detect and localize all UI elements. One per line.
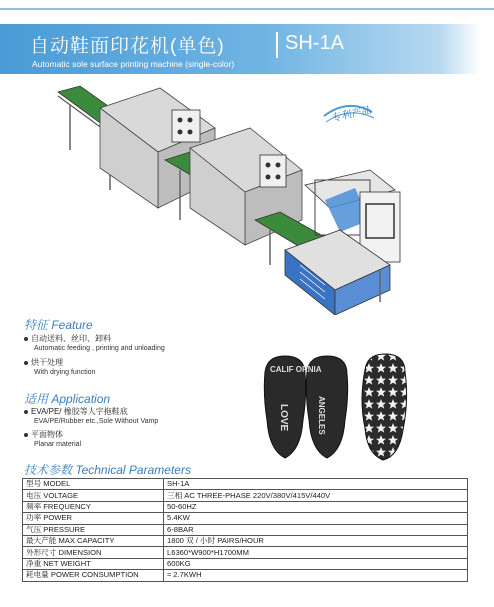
param-key: 最大产能 MAX CAPACITY <box>23 535 164 546</box>
sole-text-mid: LOVE <box>278 404 289 432</box>
table-row <box>23 570 468 581</box>
param-key: 功率 POWER <box>23 513 164 524</box>
application-item-1: EVA/PE/ 橡胶等人字拖鞋底 EVA/PE/Rubber etc.,Sole Without Vamp <box>24 407 158 427</box>
machine-illustration <box>40 80 450 315</box>
table-row <box>23 524 468 535</box>
params-title: 技术参数 Technical Parameters <box>24 463 191 477</box>
patent-badge-text: 专利产品 <box>331 105 373 125</box>
model-title: SH-1A <box>285 32 344 54</box>
sole-text-top: CALIF ORNIA <box>270 365 322 374</box>
param-value: ≈ 2.7KWH <box>164 570 468 581</box>
param-key: 型号 MODEL <box>23 479 164 490</box>
param-value: 三相 AC THREE-PHASE 220V/380V/415V/440V <box>164 490 468 501</box>
param-key: 电压 VOLTAGE <box>23 490 164 501</box>
param-value: 1800 双 / 小时 PAIRS/HOUR <box>164 535 468 546</box>
header-banner <box>0 24 440 74</box>
param-key: 耗电量 POWER CONSUMPTION <box>23 570 164 581</box>
sole-samples <box>255 350 435 465</box>
table-row <box>23 558 468 569</box>
table-row <box>23 535 468 546</box>
param-value: SH-1A <box>164 479 468 490</box>
subtitle-en: Automatic sole surface printing machine (single-color) <box>32 59 235 69</box>
feature-item-1: 自动送料、丝印、卸料 Automatic feeding , printing and unloading <box>24 334 165 354</box>
bullet-icon <box>24 433 28 437</box>
table-row <box>23 513 468 524</box>
param-value: 6-8BAR <box>164 524 468 535</box>
title-cn: 自动鞋面印花机(单色) <box>30 36 225 57</box>
bullet-icon <box>24 337 28 341</box>
param-value: 50-60HZ <box>164 501 468 512</box>
param-value: L6360*W900*H1700MM <box>164 547 468 558</box>
param-value: 5.4KW <box>164 513 468 524</box>
feature-title: 特征 Feature <box>24 318 93 332</box>
table-row <box>23 547 468 558</box>
table-row <box>23 501 468 512</box>
feature-item-2: 烘干处理 With drying function <box>24 358 95 378</box>
param-value: 600KG <box>164 558 468 569</box>
param-key: 外形尺寸 DIMENSION <box>23 547 164 558</box>
header-banner-fade <box>440 24 480 74</box>
spec-table <box>22 478 468 582</box>
application-title: 适用 Application <box>24 392 111 406</box>
table-row <box>23 479 468 490</box>
top-rule <box>0 8 494 10</box>
table-row <box>23 490 468 501</box>
application-item-2: 平面物体 Planar material <box>24 430 81 450</box>
patent-badge <box>318 96 378 134</box>
title-separator <box>276 32 278 58</box>
bullet-icon <box>24 361 28 365</box>
bullet-icon <box>24 410 28 414</box>
param-key: 频率 FREQUENCY <box>23 501 164 512</box>
sole-text-bottom: ANGELES <box>317 396 326 435</box>
star-sole <box>362 354 407 460</box>
param-key: 气压 PRESSURE <box>23 524 164 535</box>
param-key: 净重 NET WEIGHT <box>23 558 164 569</box>
